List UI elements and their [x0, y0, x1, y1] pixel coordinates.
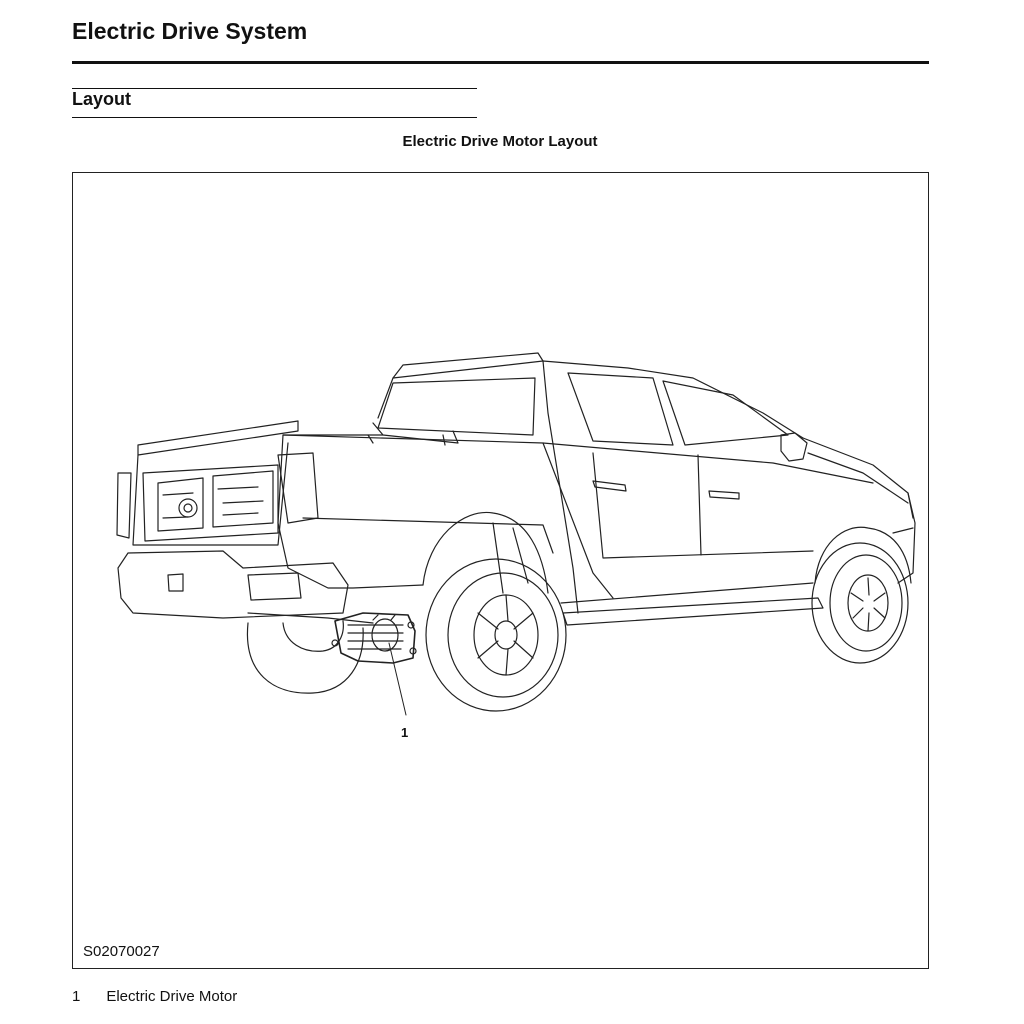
- legend-label: Electric Drive Motor: [106, 988, 238, 1005]
- figure-frame: [72, 172, 929, 969]
- page-title: Electric Drive System: [72, 18, 308, 44]
- callout-1: 1: [401, 725, 409, 740]
- figure-caption: Electric Drive Motor Layout: [402, 133, 598, 150]
- legend-item: [72, 988, 237, 1005]
- title-rule: [72, 61, 929, 64]
- pickup-truck-illustration: [73, 173, 930, 970]
- section-rule-top: [72, 88, 477, 89]
- section-rule-bottom: [72, 117, 477, 118]
- section-title: Layout: [72, 89, 132, 109]
- legend-number: 1: [72, 988, 81, 1005]
- figure-id: S02070027: [83, 943, 160, 960]
